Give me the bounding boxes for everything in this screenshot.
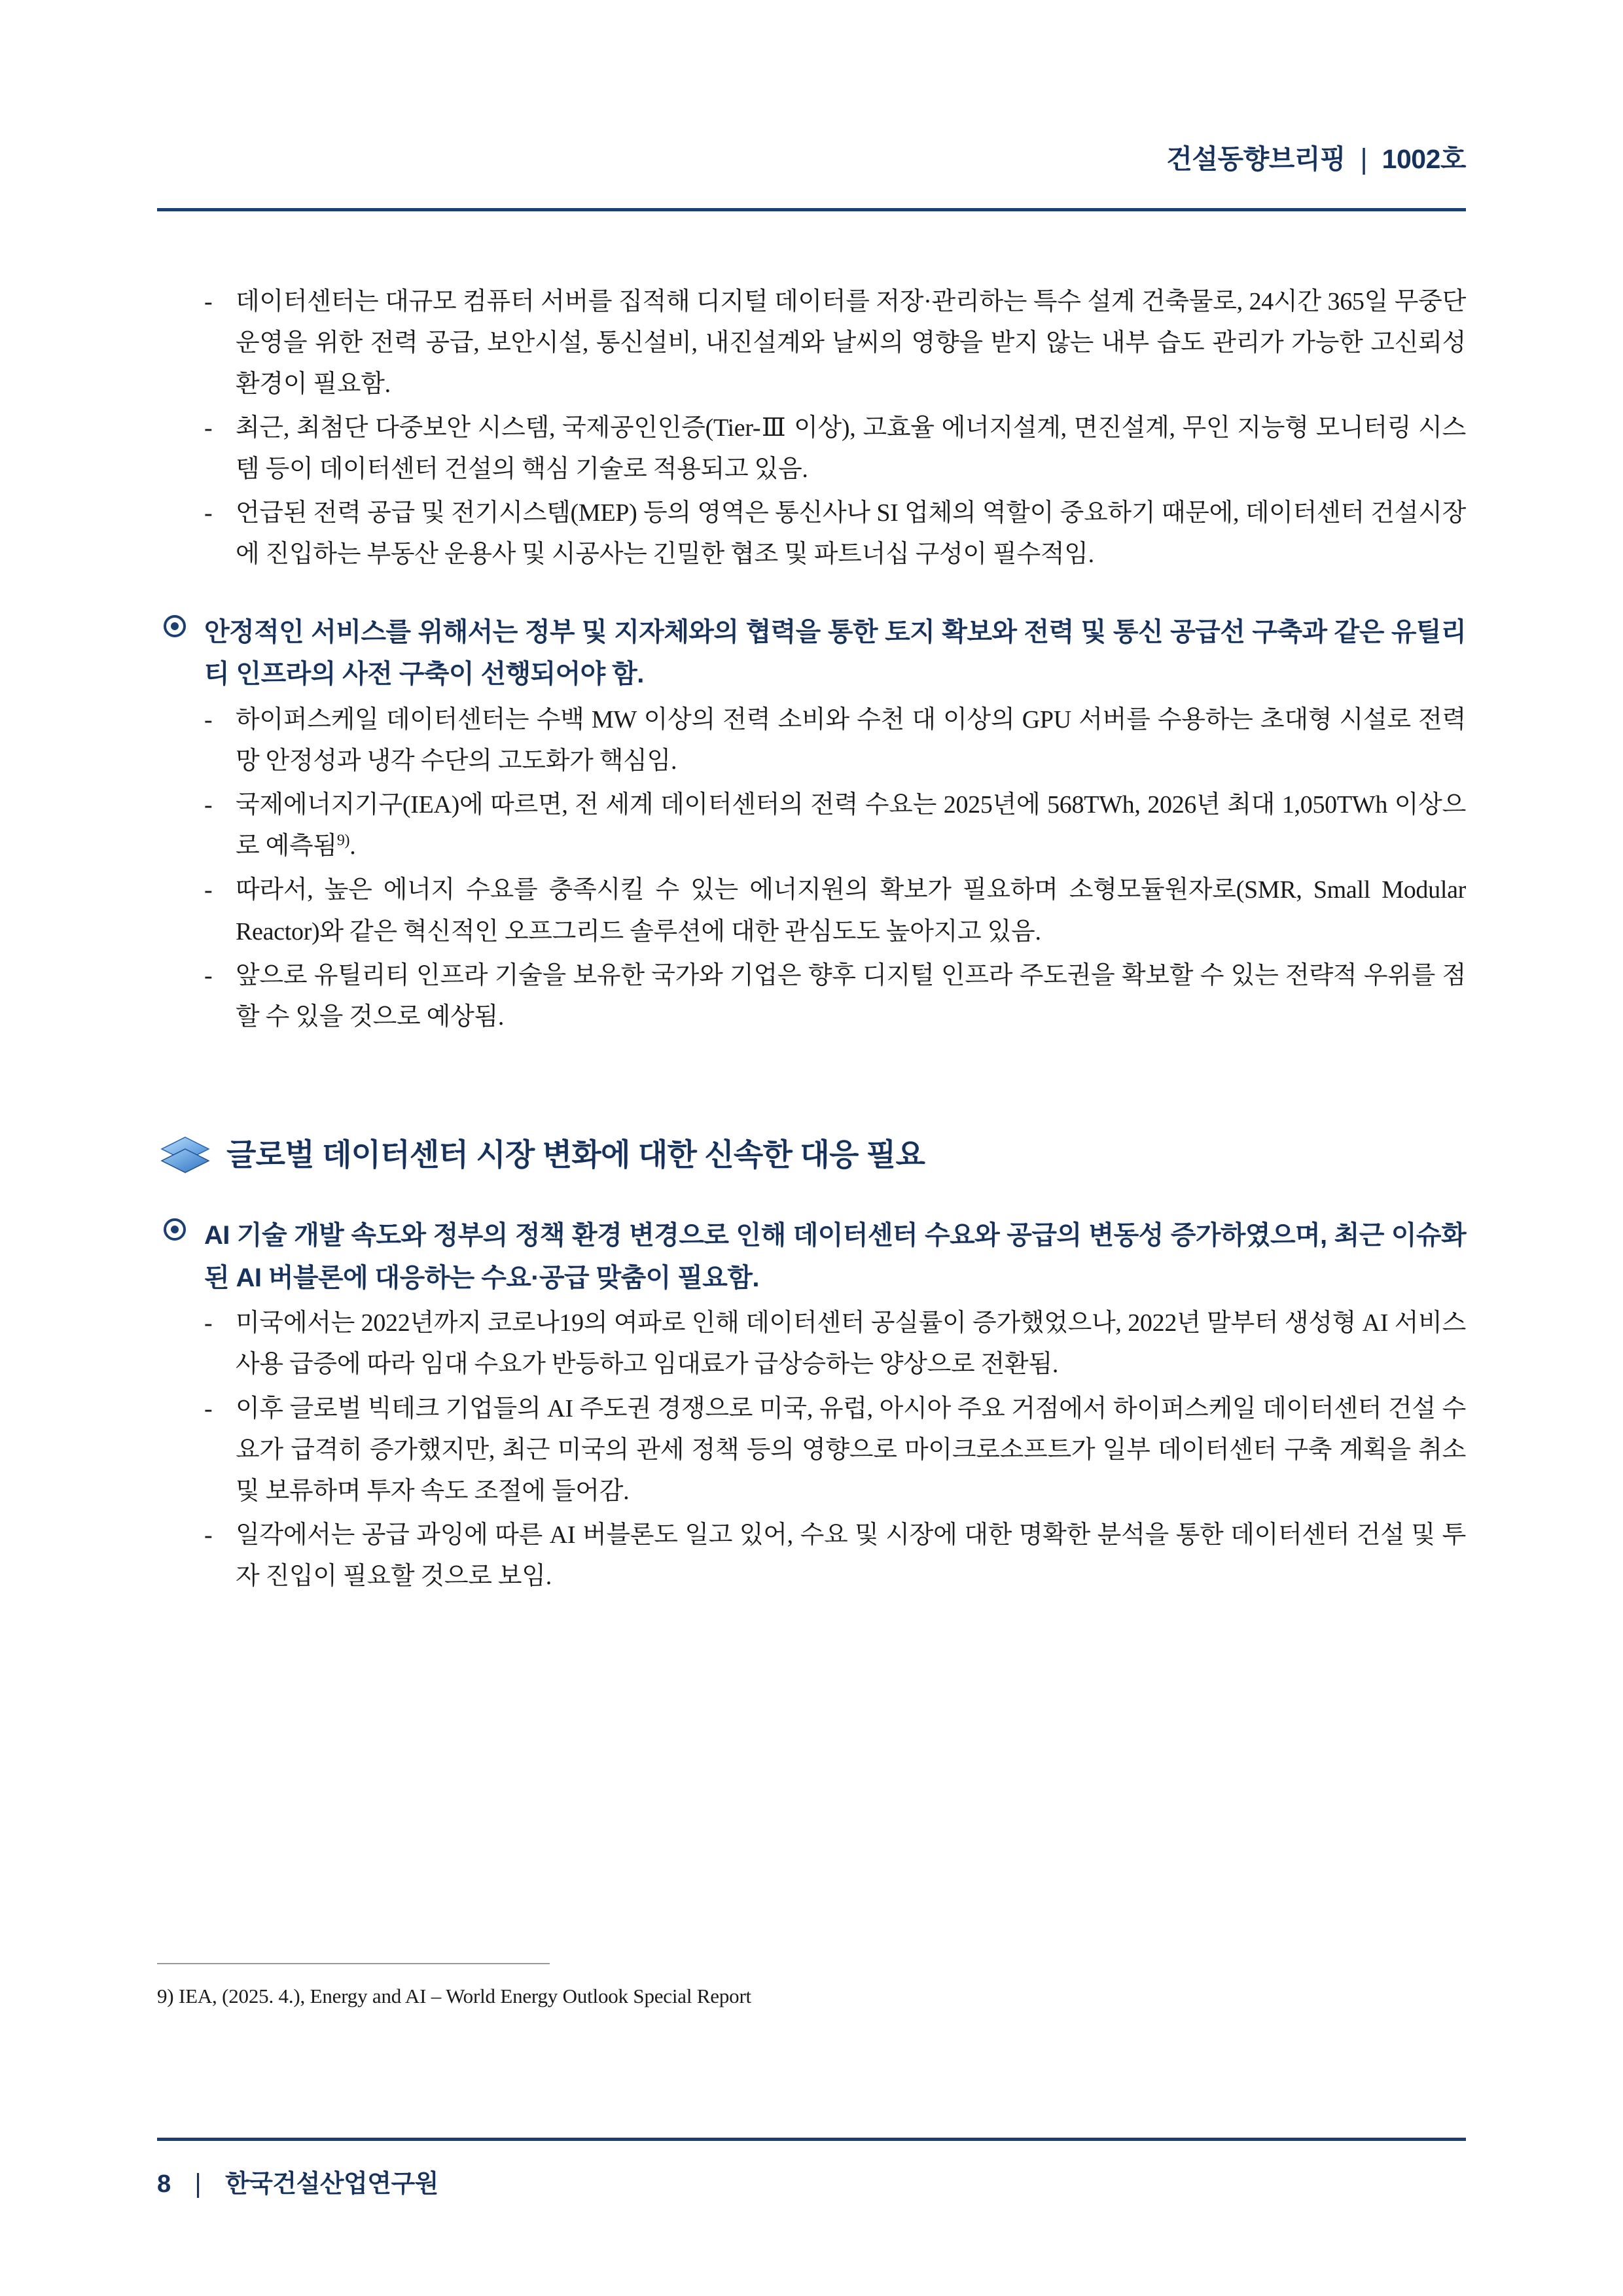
page-footer	[157, 2138, 1466, 2199]
list-item-text: 하이퍼스케일 데이터센터는 수백 MW 이상의 전력 소비와 수천 대 이상의 GPU 서버를 수용하는 초대형 시설로 전력망 안정성과 냉각 수단의 고도화가 핵심임.	[236, 706, 1466, 775]
footer-separator: ❘	[187, 2170, 208, 2198]
list-item	[157, 281, 1466, 405]
organization-name: 한국건설산업연구원	[224, 2170, 438, 2198]
dash-marker: -	[204, 1394, 213, 1422]
header-divider	[157, 208, 1466, 211]
list-item	[157, 493, 1466, 575]
footer-divider	[157, 2138, 1466, 2141]
list-item	[157, 408, 1466, 490]
list-item-text: 데이터센터는 대규모 컴퓨터 서버를 집적해 디지털 데이터를 저장·관리하는 특수 설계 건축물로, 24시간 365일 무중단 운영을 위한 전력 공급, 보안시설, 통신설비, 내진설계와 날씨의 영향을 받지 않는 내부 습도 관리가 가능한 고신뢰성 환경이 필요함.	[236, 288, 1466, 398]
header-title: 건설동향브리핑 ❘ 1002호	[1166, 144, 1466, 174]
dash-marker: -	[204, 876, 213, 904]
bullet-item	[157, 1214, 1466, 1299]
list-item	[157, 870, 1466, 952]
list-item	[157, 1388, 1466, 1512]
page-number: 8	[157, 2170, 171, 2198]
dash-marker: -	[204, 706, 213, 734]
dash-marker: -	[204, 1309, 213, 1337]
list-item-text: 최근, 최첨단 다중보안 시스템, 국제공인인증(Tier-Ⅲ 이상), 고효율 에너지설계, 면진설계, 무인 지능형 모니터링 시스템 등이 데이터센터 건설의 핵심 기술로 적용되고 있음.	[236, 414, 1466, 484]
dash-marker: -	[204, 288, 213, 315]
footnote-divider	[157, 1963, 550, 1964]
layers-icon	[160, 1135, 211, 1176]
list-item-text: 국제에너지기구(IEA)에 따르면, 전 세계 데이터센터의 전력 수요는 2025년에 568TWh, 2026년 최대 1,050TWh 이상으로 예측됨$^{9)}$.	[236, 791, 1466, 860]
list-item	[157, 955, 1466, 1038]
dash-marker: -	[204, 961, 213, 989]
list-item-text: 앞으로 유틸리티 인프라 기술을 보유한 국가와 기업은 향후 디지털 인프라 주도권을 확보할 수 있는 전략적 우위를 점할 수 있을 것으로 예상됨.	[236, 961, 1466, 1031]
list-item-text: 일각에서는 공급 과잉에 따른 AI 버블론도 일고 있어, 수요 및 시장에 대한 명확한 분석을 통한 데이터센터 건설 및 투자 진입이 필요할 것으로 보임.	[236, 1521, 1466, 1590]
list-item	[157, 699, 1466, 782]
section-title: 글로벌 데이터센터 시장 변화에 대한 신속한 대응 필요	[226, 1137, 925, 1172]
footnote-block	[157, 1963, 1466, 2012]
list-item	[157, 1515, 1466, 1597]
list-item-main-text: 국제에너지기구(IEA)에 따르면, 전 세계 데이터센터의 전력 수요는 2025년에 568TWh, 2026년 최대 1,050TWh 이상으로 예측됨	[236, 791, 1466, 860]
list-item-text: 언급된 전력 공급 및 전기시스템(MEP) 등의 영역은 통신사나 SI 업체의 역할이 중요하기 때문에, 데이터센터 건설시장에 진입하는 부동산 운용사 및 시공사는 긴밀한 협조 및 파트너십 구성이 필수적임.	[236, 499, 1466, 569]
page-header	[157, 137, 1466, 216]
list-item-text: 이후 글로벌 빅테크 기업들의 AI 주도권 경쟁으로 미국, 유럽, 아시아 주요 거점에서 하이퍼스케일 데이터센터 건설 수요가 급격히 증가했지만, 최근 미국의 관세 정책 등의 영향으로 마이크로소프트가 일부 데이터센터 구축 계획을 취소 및 보류하며 투자 속도 조절에 들어감.	[236, 1394, 1466, 1505]
footnote-text: 9) IEA, (2025. 4.), Energy and AI – World Energy Outlook Special Report	[157, 1985, 751, 2007]
bullet-item-text: AI 기술 개발 속도와 정부의 정책 환경 변경으로 인해 데이터센터 수요와 공급의 변동성 증가하였으며, 최근 이슈화된 AI 버블론에 대응하는 수요·공급 맞춤이 필요함.	[204, 1220, 1466, 1292]
bullet-item-text: 안정적인 서비스를 위해서는 정부 및 지자체와의 협력을 통한 토지 확보와 전력 및 통신 공급선 구축과 같은 유틸리티 인프라의 사전 구축이 선행되어야 함.	[204, 617, 1466, 689]
section-heading	[157, 1136, 1466, 1178]
list-item-text: 미국에서는 2022년까지 코로나19의 여파로 인해 데이터센터 공실률이 증가했었으나, 2022년 말부터 생성형 AI 서비스 사용 급증에 따라 임대 수요가 반등하고 임대료가 급상승하는 양상으로 전환됨.	[236, 1309, 1466, 1379]
footer-content	[157, 2163, 1466, 2199]
circle-bullet-icon	[164, 615, 186, 637]
document-body	[157, 281, 1466, 1597]
dash-marker: -	[204, 1521, 213, 1549]
list-item	[157, 785, 1466, 867]
bullet-item	[157, 611, 1466, 696]
list-item-text: 따라서, 높은 에너지 수요를 충족시킬 수 있는 에너지원의 확보가 필요하며 소형모듈원자로(SMR, Small Modular Reactor)와 같은 혁신적인 오프그리드 솔루션에 대한 관심도도 높아지고 있음.	[236, 876, 1466, 945]
list-item	[157, 1303, 1466, 1385]
dash-marker: -	[204, 499, 213, 527]
footnote-reference[interactable]: 9)	[336, 832, 350, 849]
dash-marker: -	[204, 414, 213, 442]
circle-bullet-icon	[164, 1218, 186, 1241]
dash-marker: -	[204, 791, 213, 819]
